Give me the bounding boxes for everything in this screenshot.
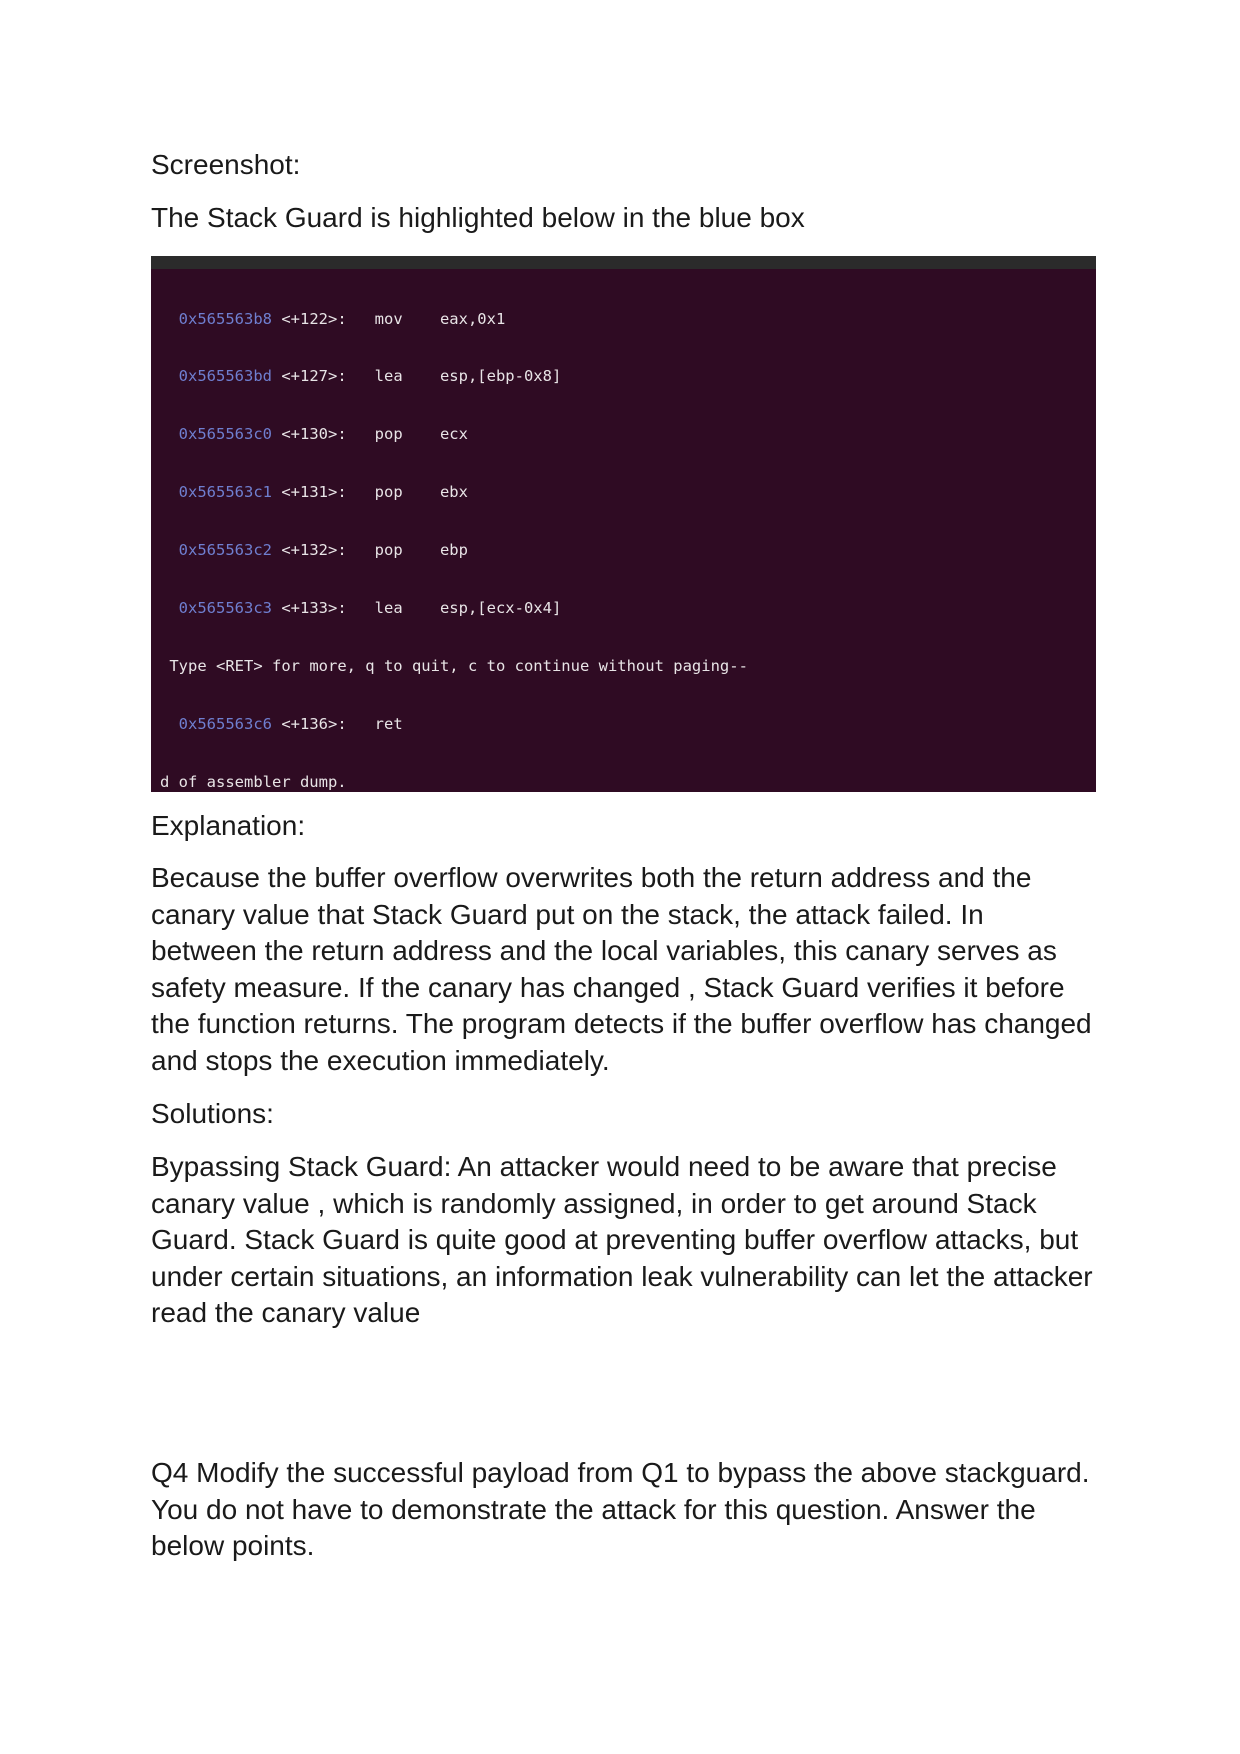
disasm-line: 0x565563c2 <+132>: pop ebp xyxy=(178,541,468,560)
screenshot-caption: The Stack Guard is highlighted below in the blue box xyxy=(151,202,805,233)
question-4-paragraph: Q4 Modify the successful payload from Q1 to bypass the above stackguard. You do not have to demonstrate the attack for this question. Answer the below points. xyxy=(151,1457,1090,1561)
disasm-line: 0x565563c3 <+133>: lea esp,[ecx-0x4] xyxy=(178,599,562,618)
explanation-paragraph: Because the buffer overflow overwrites both the return address and the canary value that Stack Guard put on the stack, the attack failed. In between the return address and the local variables, this canary serves as safety measure. If the canary has changed , Stack Guard verifies it before the function returns. The program detects if the buffer overflow has changed and stops the execution immediately. xyxy=(151,862,1092,1076)
paging-prompt: Type <RET> for more, q to quit, c to continue without paging-- xyxy=(169,656,748,675)
explanation-heading: Explanation: xyxy=(151,810,306,841)
disasm-line: 0x565563c6 <+136>: ret xyxy=(178,714,403,733)
solutions-paragraph: Bypassing Stack Guard: An attacker would need to be aware that precise canary value , which is randomly assigned, in order to get around Stack Guard. Stack Guard is quite good at preventing buffer overflow attacks, but under certain situations, an information leak vulnerability can let the attacker read the canary value xyxy=(151,1151,1093,1328)
disasm-line: 0x565563c0 <+130>: pop ecx xyxy=(178,425,468,444)
screenshot-heading: Screenshot: xyxy=(151,149,301,180)
disasm-line: 0x565563bd <+127>: lea esp,[ebp-0x8] xyxy=(178,367,562,386)
solutions-heading: Solutions: xyxy=(151,1098,274,1129)
terminal-output xyxy=(160,271,1096,792)
disasm-line: 0x565563c1 <+131>: pop ebx xyxy=(178,483,468,502)
terminal-top-bar xyxy=(151,256,1096,269)
gdb-terminal-screenshot xyxy=(151,256,1096,792)
end-dump-line: d of assembler dump. xyxy=(160,772,347,791)
disasm-line: 0x565563b8 <+122>: mov eax,0x1 xyxy=(178,309,506,328)
